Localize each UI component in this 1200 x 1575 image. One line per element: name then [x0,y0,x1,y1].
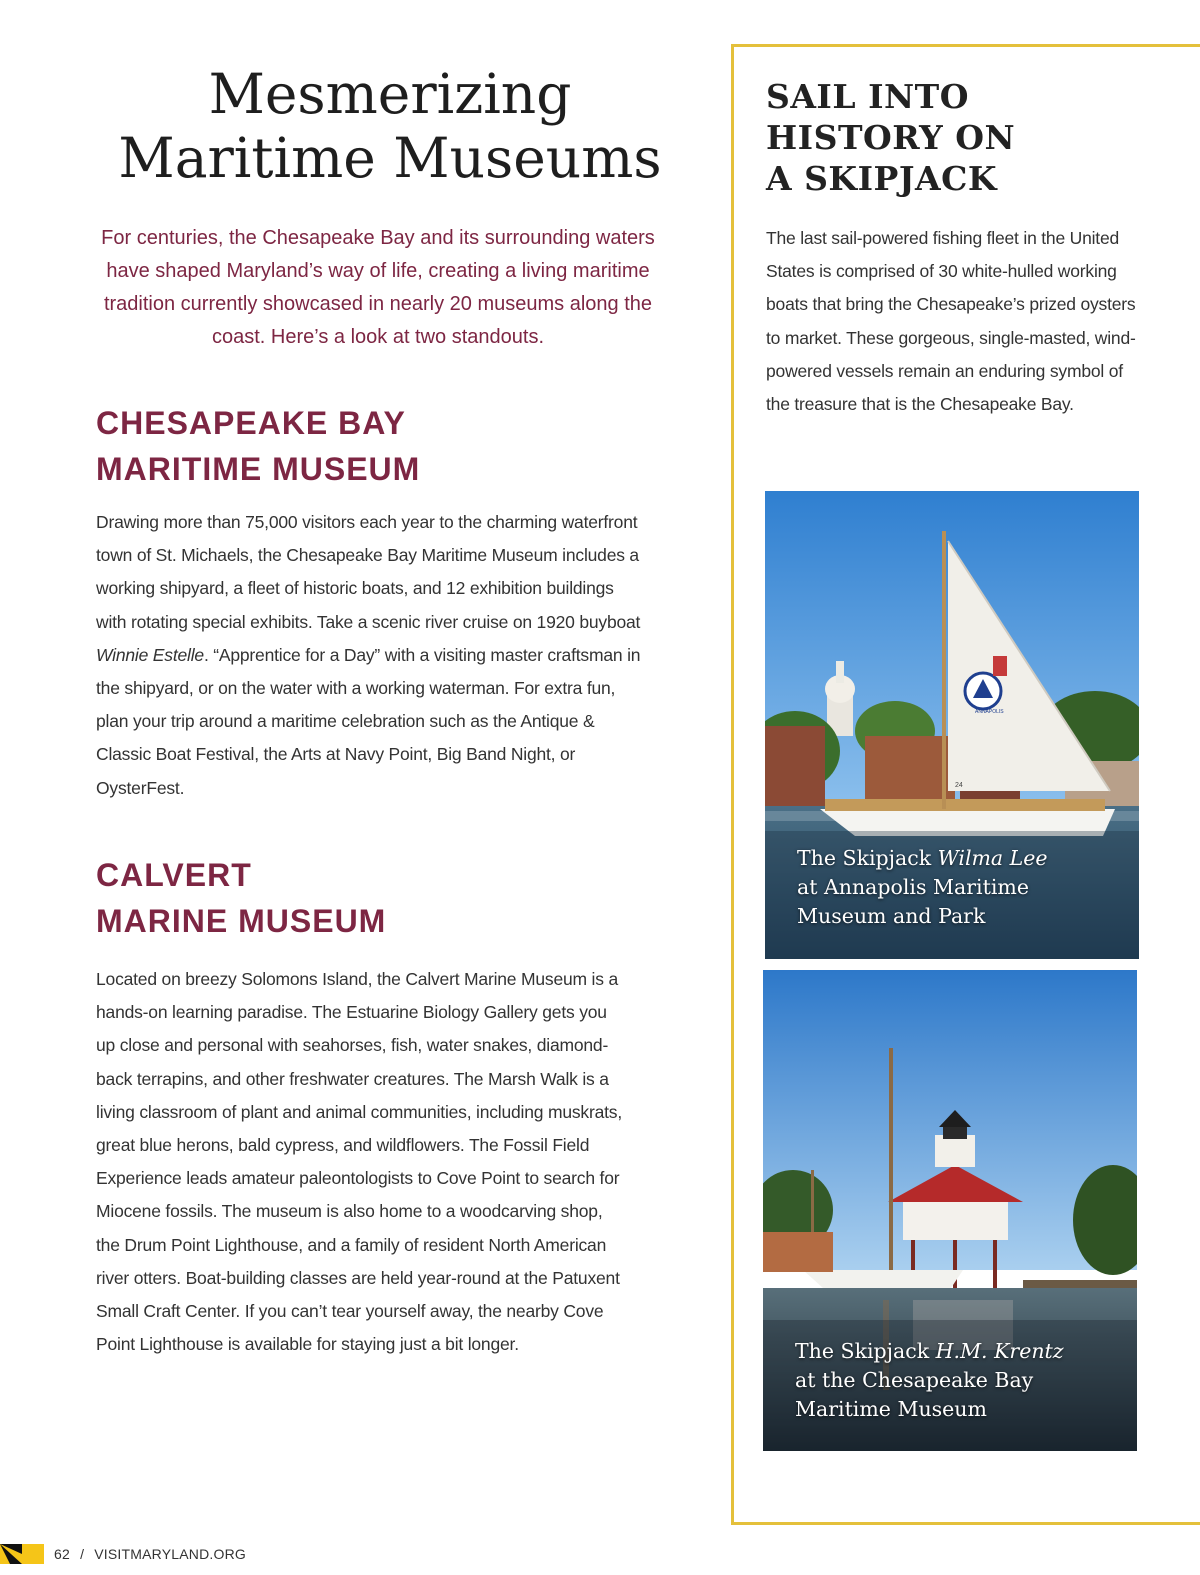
caption-line2: at Annapolis Maritime [797,875,1029,899]
sail-badge-text: ANNAPOLIS [975,709,1004,715]
sidebar-title-line1: SAIL INTO [766,77,969,116]
page-footer [0,1540,400,1570]
caption-boat-name: Wilma Lee [937,846,1048,870]
footer-separator: / [80,1546,85,1562]
photo-wilma-lee [765,491,1139,959]
page-number: 62 [54,1546,70,1562]
caption-line1-pre: The Skipjack [797,846,938,870]
section-body-text-b: . “Apprentice for a Day” with a visiting master craftsman in the shipyard, or on the water with a working waterman. For extra fun, plan your trip around a maritime celebration such as the Antique & Classic Boat Festival, the Arts at Navy Point, Big Band Night, or OysterFest. [96,644,641,798]
sail-number: 24 [955,782,963,789]
sidebar-body: The last sail-powered fishing fleet in the United States is comprised of 30 white-hulled working boats that bring the Chesapeake’s prized oysters to market. These gorgeous, single-masted, wind-powered vessels remain an enduring symbol of the treasure that is the Chesapeake Bay. [766,228,1136,415]
sidebar-title-line2: HISTORY ON [766,118,1016,157]
photo-hm-krentz [763,970,1137,1451]
section-heading-line1: CALVERT [96,857,252,893]
section-heading-line2: MARITIME MUSEUM [96,451,421,487]
maryland-flag-icon [0,1544,44,1564]
page-title-line2: Maritime Museums [118,126,662,190]
caption-boat-name: H.M. Krentz [935,1339,1064,1363]
section-heading-calvert [96,852,656,944]
caption-line3: Maritime Museum [795,1397,987,1421]
section-heading-line1: CHESAPEAKE BAY [96,405,406,441]
footer-site-link[interactable]: VISITMARYLAND.ORG [94,1546,246,1562]
page-title [90,62,690,190]
sidebar-title [766,76,1166,199]
section-body-chesapeake [96,506,641,805]
sidebar-title-line3: A SKIPJACK [766,159,998,198]
caption-line2: at the Chesapeake Bay [795,1368,1034,1392]
page-title-line1: Mesmerizing [208,62,572,126]
section-heading-line2: MARINE MUSEUM [96,903,387,939]
intro-paragraph: For centuries, the Chesapeake Bay and its surrounding waters have shaped Maryland’s way of life, creating a living maritime tradition currently showcased in nearly 20 museums along the coast. Here’s a look at two standouts. [101,227,655,348]
photo-caption-hm-krentz [795,1337,1064,1424]
boat-name: Winnie Estelle [96,644,204,665]
caption-line1-pre: The Skipjack [795,1339,936,1363]
caption-line3: Museum and Park [797,904,986,928]
section-heading-chesapeake [96,400,656,492]
section-body-calvert [96,963,626,1361]
section-body-text-a: Drawing more than 75,000 visitors each year to the charming waterfront town of St. Michaels, the Chesapeake Bay Maritime Museum includes a working shipyard, a fleet of historic boats, and 12 exhibition buildings with rotating special exhibits. Take a scenic river cruise on 1920 buyboat [96,512,641,632]
footer-text [54,1546,252,1562]
section-body-text: Located on breezy Solomons Island, the Calvert Marine Museum is a hands-on learning paradise. The Estuarine Biology Gallery gets you up close and personal with seahorses, fish, water snakes, diamond-back terrapins, and other freshwater creatures. The Marsh Walk is a living classroom of plant and animal communities, including muskrats, great blue herons, bald cypress, and wildflowers. The Fossil Field Experience leads amateur paleontologists to Cove Point to search for Miocene fossils. The museum is also home to a woodcarving shop, the Drum Point Lighthouse, and a family of resident North American river otters. Boat-building classes are held year-round at the Patuxent Small Craft Center. If you can’t tear yourself away, the nearby Cove Point Lighthouse is available for staying just a bit longer. [96,969,623,1355]
photo-caption-wilma-lee [797,844,1048,931]
